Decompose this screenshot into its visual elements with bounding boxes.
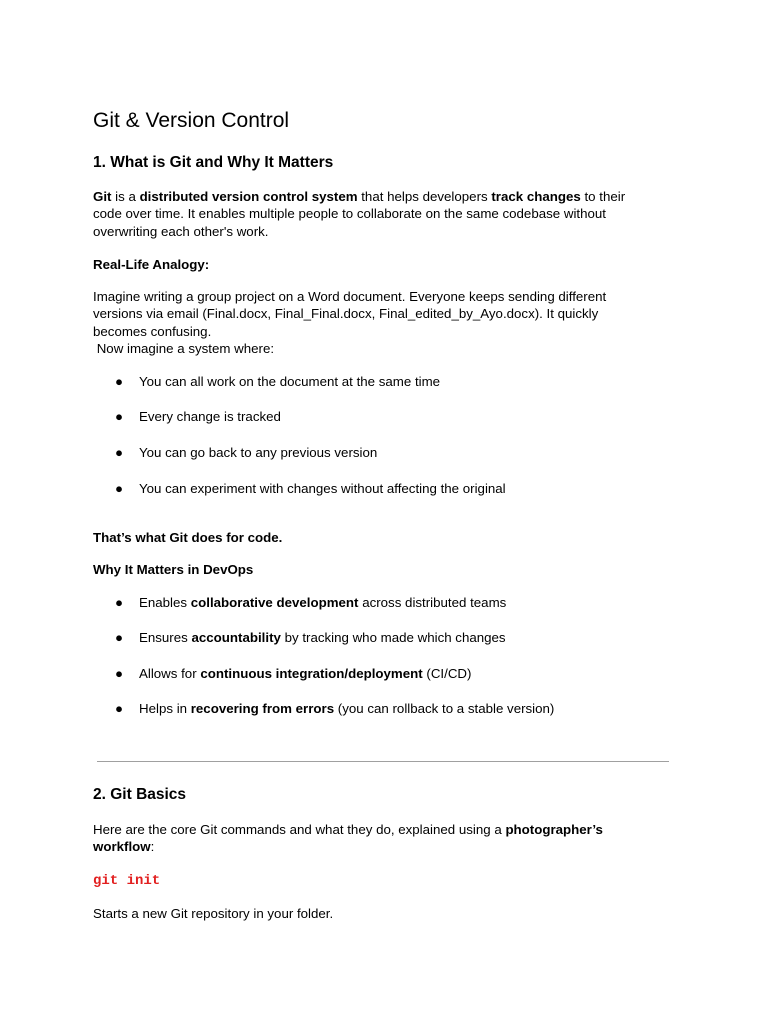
intro-line-3: overwriting each other's work. — [93, 224, 269, 239]
intro-line-1: Git is a distributed version control system that helps developers track changes to their — [93, 189, 626, 204]
analogy-label: Real-Life Analogy: — [93, 257, 210, 272]
bullet-icon: ● — [115, 630, 124, 645]
list-item: ● Every change is tracked — [115, 409, 281, 424]
document-title: Git & Version Control — [93, 109, 290, 132]
list-item: ● Ensures accountability by tracking who made which changes — [115, 630, 506, 645]
bullet-icon: ● — [115, 409, 124, 424]
bullet-icon: ● — [115, 595, 124, 610]
bullet-icon: ● — [115, 445, 124, 460]
analogy-line-2: versions via email (Final.docx, Final_Final.docx, Final_edited_by_Ayo.docx). It quickly — [93, 306, 599, 321]
list-item: ● You can all work on the document at the same time — [115, 374, 441, 389]
git-term: Git — [93, 189, 112, 204]
section-2-intro-line-1: Here are the core Git commands and what they do, explained using a photographer’s — [93, 822, 603, 837]
section-1-heading: 1. What is Git and Why It Matters — [93, 154, 334, 171]
track-changes-term: track changes — [491, 189, 581, 204]
intro-line-2: code over time. It enables multiple people to collaborate on the same codebase without — [93, 206, 606, 221]
section-2-heading: 2. Git Basics — [93, 786, 187, 803]
list-item: ● Helps in recovering from errors (you can rollback to a stable version) — [115, 701, 555, 716]
list-item: ● You can experiment with changes without affecting the original — [115, 481, 506, 496]
analogy-line-3: becomes confusing. — [93, 324, 212, 339]
bullet-icon: ● — [115, 481, 124, 496]
bullet-icon: ● — [115, 374, 124, 389]
list-item: ● Enables collaborative development across distributed teams — [115, 595, 507, 610]
dvcs-term: distributed version control system — [139, 189, 358, 204]
analogy-line-1: Imagine writing a group project on a Word document. Everyone keeps sending different — [93, 289, 607, 304]
list-item: ● Allows for continuous integration/deployment (CI/CD) — [115, 666, 472, 681]
list-item: ● You can go back to any previous version — [115, 445, 378, 460]
bullet-icon: ● — [115, 666, 124, 681]
summary-text: That’s what Git does for code. — [93, 530, 283, 545]
section-divider — [97, 761, 669, 762]
git-init-description: Starts a new Git repository in your folder. — [93, 906, 334, 921]
analogy-line-4: Now imagine a system where: — [93, 341, 275, 356]
section-2-intro-line-2: workflow: — [93, 839, 155, 854]
devops-label: Why It Matters in DevOps — [93, 562, 254, 577]
git-init-command: git init — [93, 873, 161, 889]
bullet-icon: ● — [115, 701, 124, 716]
